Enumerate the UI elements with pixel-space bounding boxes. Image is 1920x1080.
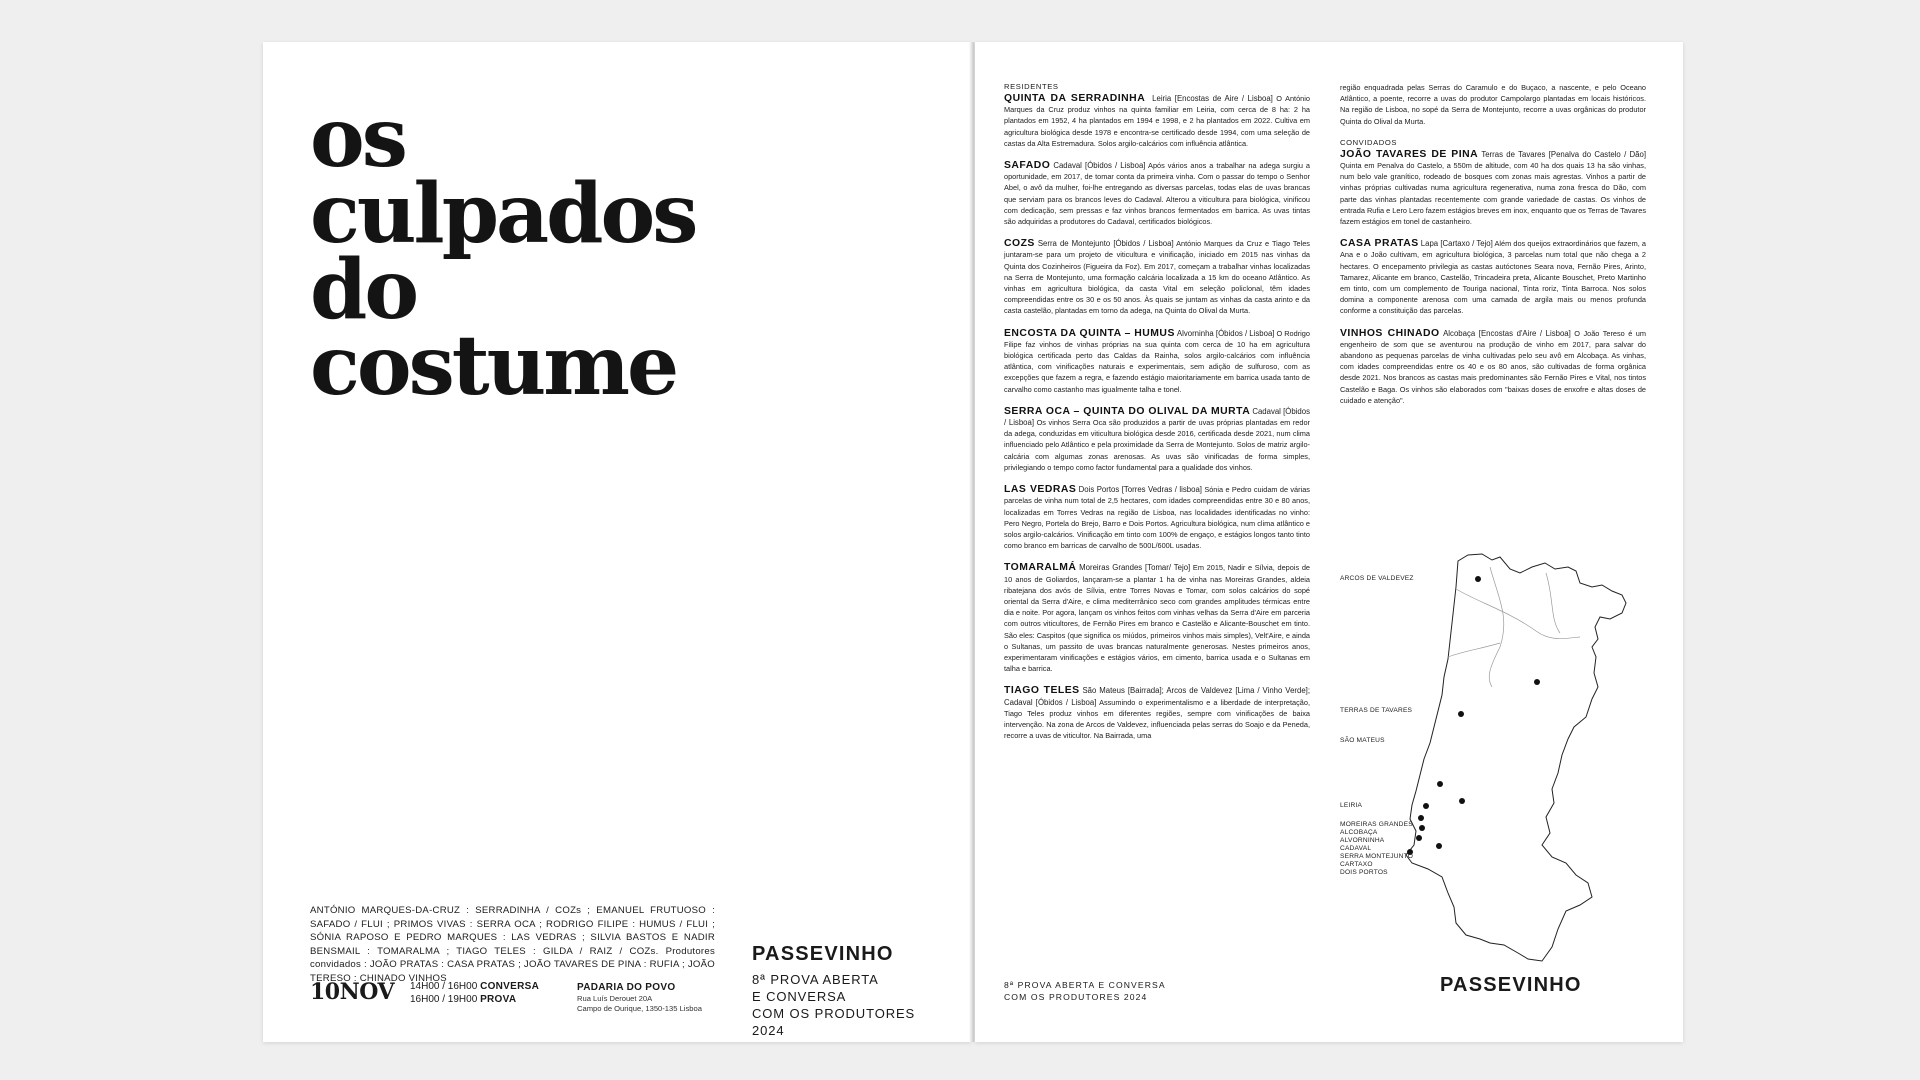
producer-entry <box>1004 160 1310 227</box>
title-line: do <box>310 242 417 338</box>
producer-name: TIAGO TELES <box>1004 685 1080 697</box>
producer-entry <box>1004 238 1310 316</box>
map-label: SERRA MONTEJUNTO <box>1340 853 1414 860</box>
producer-description: Quinta em Penalva do Castelo, a 550m de altitude, com 40 ha dos quais 13 ha são vinhas, num belo vale granítico, rodeado de bosques com zonas mais agrestas. Vinhos a partir de vinhas próprias cultivadas numa agricultura regenerativa, numa zona fresca do Dão, com parte das vinhas plantadas recentemente com grande variedade de castas. Os vinhos de entrada Rufia e Lero Lero fazem estágios breves em inox, enquanto que os Terras de Tavares fazem estágios em tonel de castanheiro. <box>1340 161 1646 227</box>
left-page <box>263 42 971 1042</box>
schedule-row <box>410 993 539 1006</box>
region-border <box>1456 589 1580 639</box>
producer-description: Após vários anos a trabalhar na adega surgiu a oportunidade, em 2017, de tomar conta da primeira vinha. Com o passar do tempo o Senhor Abel, o avô da mulher, foi-lhe entregando as diversas parcelas, todas elas de uvas brancas que serviam para os brancos leves do Cadaval. Alterou a viticultura para biológica, vinificou com dedicação, sem pressas e faz vinhos brancos fermentados em barrica. As uvas tintas são adquiridas a produtores do Cadaval, certificados biológicos. <box>1004 161 1310 227</box>
title <box>310 90 696 414</box>
producer-entry <box>1004 685 1310 741</box>
producer-entry <box>1004 484 1310 551</box>
producer-description: Os vinhos Serra Oca são produzidos a partir de uvas próprias plantadas em redor da adega, conduzidas em viticultura biológica desde 2016, certificada desde 2021, num clima influenciado pelo Atlântico e pela proximidade da Serra de Montejunto. Solos de matriz argilo-calcária com algumas zonas arenosas. As uvas são vinificadas de forma simples, privilegiando o tempo como factor fundamental para a qualidade dos vinhos. <box>1004 418 1310 472</box>
brand-logo: PASSEVINHO <box>752 943 894 965</box>
map-label: CARTAXO <box>1340 861 1373 868</box>
producer-description: Sónia e Pedro cuidam de várias parcelas de vinha num total de 2,5 hectares, com idades compreendidas entre 30 e 80 anos, localizadas em Torres Vedras na região de Lisboa, nas localidades identificadas no vinho: Pero Negro, Portela do Brejo, Barro e Dois Portos. Agricultura biológica, num clima atlântico e solos argilo-calcários. Vinificação em tinto com 100% de engaço, e estágios longos tanto tinto como branco em barricas de carvalho de 500L/600L usadas. <box>1004 485 1310 551</box>
producer-location: Dois Portos [Torres Vedras / lisboa] <box>1078 485 1202 495</box>
tagline-line: COM OS PRODUTORES 2024 <box>1004 992 1148 1002</box>
location-marker-sao-mateus <box>1458 711 1464 717</box>
location-marker-alcobaca <box>1423 803 1429 809</box>
map-label: DOIS PORTOS <box>1340 869 1388 876</box>
location-marker-alvorninha <box>1418 815 1424 821</box>
producer-entry <box>1004 406 1310 473</box>
venue <box>577 981 727 1014</box>
producer-description: António Marques da Cruz e Tiago Teles juntaram-se para um projeto de viticultura e vinificação, iniciado em 2015 nas vinhas da Quinta dos Cozinheiros (Figueira da Foz). Em 2017, começam a trabalhar vinhas localizadas na Serra de Montejunto, uma formação calcária localizada a 15 km do oceano Atlântico. As vinhas em agricultura biológica, da casta Vital em seleção policlonal, têm idades compreendidas entre os 30 e os 50 anos. Às quais se juntam as vinhas da casta arinto e da casta castelão, plantadas em torno da adega, na Quinta do Olival da Murta. <box>1004 239 1310 316</box>
region-border <box>1546 573 1560 633</box>
producer-entry <box>1004 562 1310 674</box>
text-column-2 <box>1340 82 1646 417</box>
map-label: MOREIRAS GRANDES <box>1340 821 1413 828</box>
portugal-outline-map <box>1340 527 1670 972</box>
producer-description: Em 2015, Nadir e Sílvia, depois de 10 anos de Goliardos, lançaram-se a plantar 1 ha de vinha nas Moreiras Grandes, aldeia ribatejana dos avós de Sílvia, entre Torres Novas e Tomar, com solos calcários do sopé oriental da Serra d'Aire, e clima mediterrânico seco com grandes amplitudes térmicas entre dia e noite. Por agora, lançam os vinhos feitos com vinhas velhas da Serra d'Aire em parceria com outros viticultores, de Fernão Pires em branco e Castelão e Alicante-Bouschet em tinto. São eles: Caspitos (que significa os miúdos, primeiros vinhos mais simples), Velt'Aire, e ainda o Sultanas, um passito de uvas brancas naturalmente generosas. Nestes primeiros anos, experimentaram vinificações e estágios vários, em cimento, barrica usada e o Sultanas em talha e barrica. <box>1004 563 1311 674</box>
producer-entry <box>1340 238 1646 316</box>
map-label: LEIRIA <box>1340 802 1363 809</box>
producer-name: JOÃO TAVARES DE PINA <box>1340 148 1479 160</box>
producer-name: CASA PRATAS <box>1340 238 1419 250</box>
producer-location: Moreiras Grandes [Tomar/ Tejo] <box>1079 563 1191 573</box>
producer-entry <box>1340 149 1646 227</box>
title-line: os <box>310 90 405 186</box>
venue-address-line: Rua Luís Derouet 20A <box>577 994 653 1003</box>
tagline-line: 8ª PROVA ABERTA E CONVERSA <box>1004 980 1166 990</box>
producer-entry <box>1004 93 1310 149</box>
producer-name: SAFADO <box>1004 160 1051 172</box>
venue-address-line: Campo de Ourique, 1350-135 Lisboa <box>577 1004 702 1013</box>
entry-continuation: região enquadrada pelas Serras do Caramulo e do Buçaco, a nascente, e pelo Oceano Atlântico, a poente, recorre a uvas do produtor Campolargo plantadas em locais históricos. Na região de Lisboa, no sopé da Serra de Montejunto, recorre a uvas orgânicas do produtor Quinta do Olival da Murta. <box>1340 83 1646 126</box>
event-tagline <box>752 971 952 1039</box>
location-marker-cadaval <box>1419 825 1425 831</box>
map-label: ALCOBAÇA <box>1340 829 1378 836</box>
tagline-line: 8ª PROVA ABERTA <box>752 972 879 987</box>
right-page <box>975 42 1683 1042</box>
schedule <box>410 980 539 1006</box>
producer-location: Cadaval [Óbidos / Lisboa] <box>1004 406 1310 428</box>
producer-description: O António Marques da Cruz produz vinhos na quinta familiar em Leiria, com cerca de 8 ha: 2 ha plantados em 1952, 4 ha plantados em 1994 e 1998, e 2 ha plantados em 2022. Cultiva em agricultura biológica desde 1978 e encontra-se certificado desde 1994, com uma seleção de castas da Alta Estremadura. Solos argilo-calcários com influência atlântica. <box>1004 94 1310 148</box>
producer-location: São Mateus [Bairrada]; Arcos de Valdevez [Lima / Vinho Verde]; Cadaval [Óbidos / Lisboa] <box>1004 686 1311 707</box>
producer-description: Assumindo o experimentalismo e a liberdade de interpretação, Tiago Teles produz vinhos em diferentes regiões, sempre com vinificações de baixa intervenção. Na zona de Arcos de Valdevez, influenciada pelas serras do Soajo e da Peneda, recorre a uvas de viticultor. Na Bairrada, uma <box>1004 697 1310 741</box>
producer-location: Lapa [Cartaxo / Tejo] <box>1420 239 1493 249</box>
participants-list: ANTÓNIO MARQUES-DA-CRUZ : SERRADINHA / COZs ; EMANUEL FRUTUOSO : SAFADO / FLUI ; PRIMOS VIVAS : SERRA OCA ; RODRIGO FILIPE : HUMUS / FLUI ; SÓNIA RAPOSO E PEDRO MARQUES : LAS VEDRAS ; SILVIA BASTOS E NADIR BENSMAIL : TOMARALMA ; TIAGO TELES : GILDA / RAIZ / COZs. Produtores convidados : JOÃO PRATAS : CASA PRATAS ; JOÃO TAVARES DE PINA : RUFIA ; JOÃO TERESO : CHINADO VINHOS <box>310 905 715 984</box>
schedule-time: 16H00 / 19H00 <box>410 994 478 1005</box>
brand-logo: PASSEVINHO <box>1440 974 1582 996</box>
producer-name: ENCOSTA DA QUINTA – HUMUS <box>1004 327 1175 339</box>
producer-location: Leiria [Encostas de Aire / Lisboa] <box>1152 94 1273 103</box>
text-column-1 <box>1004 82 1310 752</box>
producer-entry <box>1340 328 1646 406</box>
producer-name: TOMARALMÁ <box>1004 562 1077 574</box>
map-label: SÃO MATEUS <box>1340 737 1385 744</box>
tagline-line: E CONVERSA <box>752 989 847 1004</box>
producer-description: O João Tereso é um engenheiro de som que se aventurou na produção de vinho em 2017, para salvar do abandono as pequenas parcelas de vinha cultivadas pelo seu avô em Alcobaça. As vinhas, com idades compreendidas entre os 40 e os 80 anos, são cultivadas de forma orgânica desde 2021. Nos brancos as castas mais predominantes são Fernão Pires e Vital, nos tintos Castelão e Baga. Os vinhos são elaborados com "baixas doses de enxofre e altas doses de cuidado e atenção". <box>1340 328 1646 405</box>
location-marker-arcos <box>1475 576 1481 582</box>
venue-name: PADARIA DO POVO <box>577 982 676 993</box>
producer-name: VINHOS CHINADO <box>1340 327 1440 339</box>
schedule-row <box>410 980 539 993</box>
map-label: ALVORNINHA <box>1340 837 1385 844</box>
title-line: costume <box>310 318 677 414</box>
location-marker-terras <box>1534 679 1540 685</box>
region-border <box>1489 567 1504 687</box>
location-marker-leiria <box>1437 781 1443 787</box>
tagline-line: COM OS PRODUTORES <box>752 1006 916 1021</box>
section-label-guests: CONVIDADOS <box>1340 137 1398 147</box>
region-border <box>1448 643 1500 657</box>
portugal-map <box>1340 527 1670 972</box>
map-label: CADAVAL <box>1340 845 1372 852</box>
event-date: 10NOV <box>310 979 395 1005</box>
country-outline <box>1406 554 1626 961</box>
producer-name: COZS <box>1004 238 1035 250</box>
producer-location: Alvorninha [Óbidos / Lisboa] <box>1176 328 1275 338</box>
schedule-label: PROVA <box>480 994 517 1005</box>
producer-location: Serra de Montejunto [Óbidos / Lisboa] <box>1037 239 1174 249</box>
producer-description: Além dos queijos extraordinários que fazem, a Ana e o João cultivam, em agricultura biológica, 3 parcelas num total que não chega a 2 hectares. O encepamento privilegia as castas autóctones Seara nova, Fernão Pires, Arinto, Tamarez, Alicante em branco, Castelão, Trincadeira preta, Alicante Bouschet, Preto Martinho em tinto, com um complemento de Touriga nacional, Tinta roriz, Tinta Barroca. Nos solos domina a componente arenosa com uma camada de argila mais ou menos profunda conforme a constituição das parcelas. <box>1340 239 1646 316</box>
tagline-line: 2024 <box>752 1023 785 1038</box>
producer-location: Terras de Tavares [Penalva do Castelo / Dão] <box>1481 149 1647 159</box>
producer-name: LAS VEDRAS <box>1004 484 1077 496</box>
schedule-label: CONVERSA <box>480 981 540 992</box>
producer-description: O Rodrigo Filipe faz vinhos de vinhas próprias na sua quinta com cerca de 10 ha em agricultura biológica certificada perto das Caldas da Rainha, solos argilo-calcários com influência atlântica, com vinificações naturais e experimentais, sem adição de sulfuroso, com as excepções que fazem a regra, e fazendo estágio maioritariamente em barrica usada tanto de carvalho como castanho mas igualmente talha e tonel. <box>1004 328 1310 394</box>
producer-entry <box>1004 328 1310 395</box>
producer-name: QUINTA DA SERRADINHA <box>1004 93 1146 104</box>
event-tagline <box>1004 979 1166 1003</box>
section-label-residents: RESIDENTES <box>1004 82 1059 91</box>
location-marker-moreiras <box>1459 798 1465 804</box>
producer-location: Cadaval [Óbidos / Lisboa] <box>1053 161 1146 171</box>
location-marker-cartaxo <box>1436 843 1442 849</box>
map-label: ARCOS DE VALDEVEZ <box>1340 575 1414 582</box>
location-marker-serra-montejunto <box>1416 835 1422 841</box>
schedule-time: 14H00 / 16H00 <box>410 981 478 992</box>
title-line: culpados <box>310 166 696 262</box>
map-label: TERRAS DE TAVARES <box>1340 707 1413 714</box>
producer-location: Alcobaça [Encostas d'Aire / Lisboa] <box>1443 328 1571 338</box>
producer-name: SERRA OCA – QUINTA DO OLIVAL DA MURTA <box>1004 405 1251 417</box>
